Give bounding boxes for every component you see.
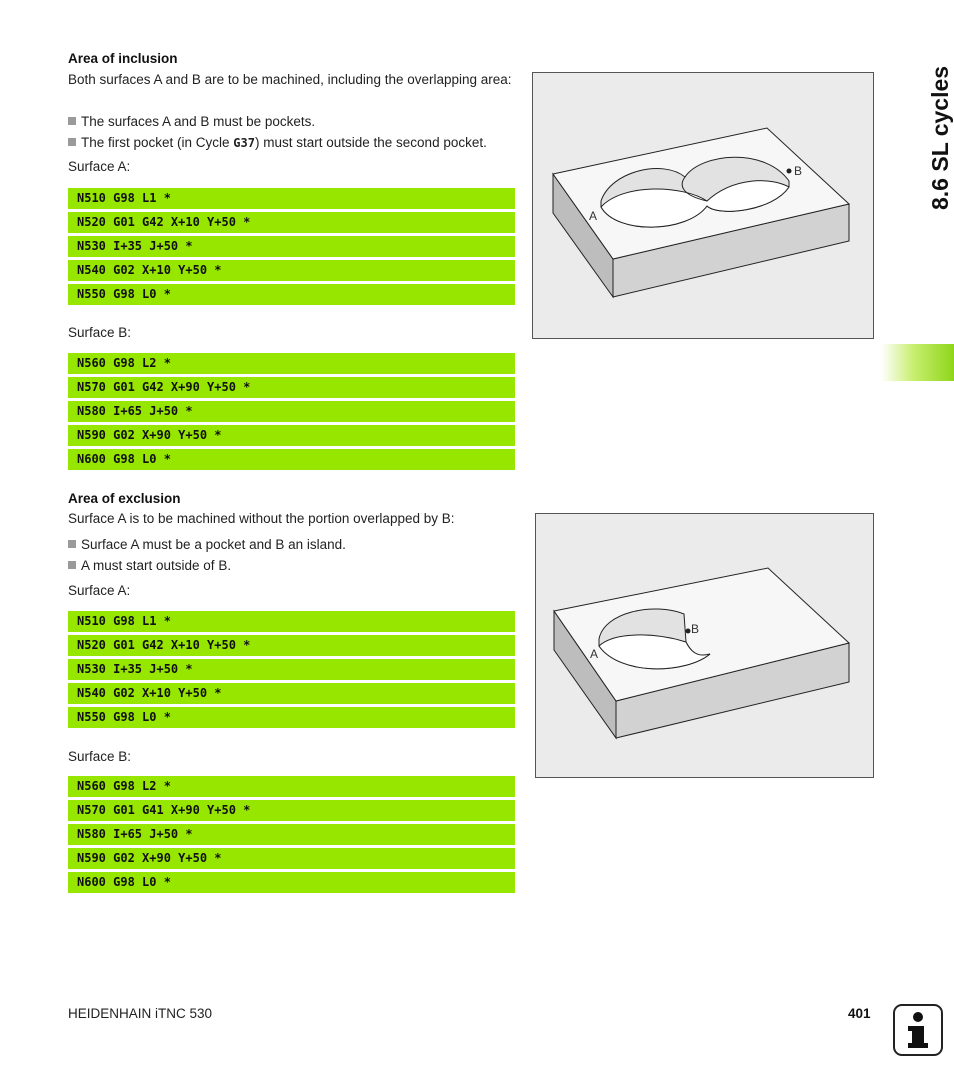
code-line: N510 G98 L1 * [68,188,515,209]
code-line: N540 G02 X+10 Y+50 * [68,683,515,704]
inclusion-surface-a-label: Surface A: [68,159,131,174]
code-line: N520 G01 G42 X+10 Y+50 * [68,635,515,656]
exclusion-bullet-2: A must start outside of B. [68,558,231,573]
code-line: N590 G02 X+90 Y+50 * [68,848,515,869]
page-number: 401 [848,1006,871,1021]
exclusion-bullet-1: Surface A must be a pocket and B an island. [68,537,346,552]
exclusion-figure [535,513,874,778]
code-line: N550 G98 L0 * [68,707,515,728]
code-line: N520 G01 G42 X+10 Y+50 * [68,212,515,233]
code-line: N580 I+65 J+50 * [68,401,515,422]
code-line: N560 G98 L2 * [68,776,515,797]
code-line: N570 G01 G41 X+90 Y+50 * [68,800,515,821]
code-line: N590 G02 X+90 Y+50 * [68,425,515,446]
figure-label-a: A [589,209,598,223]
exclusion-surface-a-label: Surface A: [68,583,131,598]
figure-label-b: B [691,622,700,636]
code-line: N600 G98 L0 * [68,449,515,470]
code-line: N560 G98 L2 * [68,353,515,374]
chapter-tab [881,344,954,381]
inclusion-bullet-2: The first pocket (in Cycle G37) must start outside the second pocket. [68,135,487,150]
code-line: N540 G02 X+10 Y+50 * [68,260,515,281]
footer-product: HEIDENHAIN iTNC 530 [68,1006,213,1021]
inclusion-heading: Area of inclusion [68,51,178,66]
code-line: N580 I+65 J+50 * [68,824,515,845]
code-line: N600 G98 L0 * [68,872,515,893]
exclusion-intro: Surface A is to be machined without the portion overlapped by B: [68,511,455,526]
figure-label-a: A [590,647,599,661]
inclusion-bullet-1: The surfaces A and B must be pockets. [68,114,315,129]
inclusion-figure [532,72,874,339]
inclusion-surface-b-label: Surface B: [68,325,132,340]
section-title [893,40,953,220]
info-icon[interactable] [893,1004,943,1056]
code-line: N530 I+35 J+50 * [68,659,515,680]
exclusion-heading: Area of exclusion [68,491,181,506]
code-line: N550 G98 L0 * [68,284,515,305]
code-line: N510 G98 L1 * [68,611,515,632]
code-line: N570 G01 G42 X+90 Y+50 * [68,377,515,398]
exclusion-surface-b-label: Surface B: [68,749,132,764]
inclusion-intro: Both surfaces A and B are to be machined, including the overlapping area: [68,72,512,87]
section-title-text: 8.6 SL cycles [927,65,953,210]
code-line: N530 I+35 J+50 * [68,236,515,257]
figure-label-b: B [794,164,803,178]
